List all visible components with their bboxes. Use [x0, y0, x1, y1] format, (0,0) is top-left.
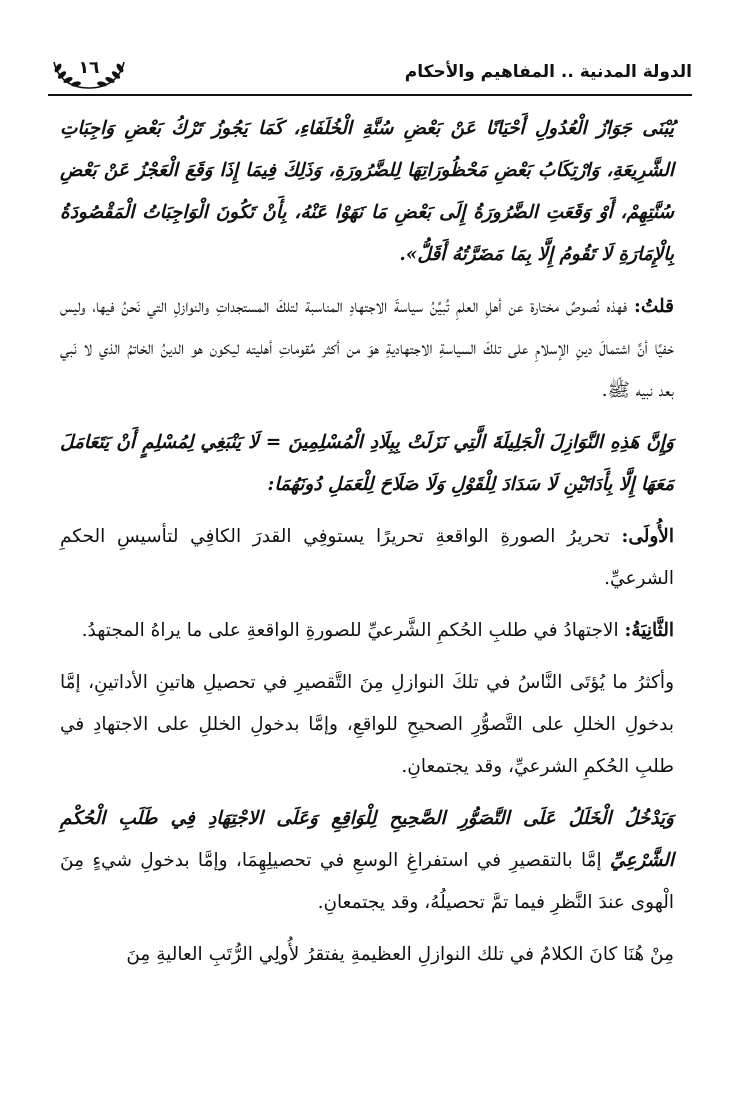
paragraph-defect [60, 798, 674, 924]
running-title: الدولة المدنية .. المفاهيم والأحكام [404, 62, 692, 82]
point-first [60, 516, 674, 600]
paragraph-closing: مِنْ هُنَا كانَ الكلامُ في تلك النوازلِ العظيمةِ يفتقرُ لأُولِي الرُّتَبِ العاليةِ مِنَ [126, 944, 674, 965]
page-header [48, 50, 692, 94]
page-body [60, 108, 674, 986]
point-second-label: الثَّانِيَةُ: [624, 620, 674, 641]
quoted-paragraph: يُبْنَى جَوَازُ الْعُدُولِ أَحْيَانًا عَنْ بَعْضِ سُنَّةِ الْخُلَفَاءِ، كَمَا يَجُوزُ تَرْكُ بَعْضِ وَاجِبَاتِ الشَّرِيعَةِ، وَارْتِكَابُ بَعْضِ مَحْظُورَاتِهَا لِلضَّرُورَةِ، وَذَلِكَ فِيمَا إِذَا وَقَعَ الْعَجْزُ عَنْ بَعْضِ سُنَّتِهِمْ، أَوْ وَقَعَتِ الضَّرُورَةُ إِلَى بَعْضِ مَا نَهَوْا عَنْهُ، بِأَنْ تَكُونَ الْوَاجِبَاتُ الْمَقْصُودَةُ بِالْإِمَارَةِ لَا تَقُومُ إِلَّا بِمَا مَضَرَّتُهُ أَقَلُّ». [60, 118, 674, 265]
page-number-badge [48, 52, 130, 92]
paragraph-defect-text: إمَّا بالتقصيرِ في استفراغِ الوسعِ في تحصيلِهِمَا، وإمَّا بدخولِ شيءٍ مِنَ الْهوى عندَ النَّظرِ فيما تمَّ تحصيلُهُ، وقد يجتمعانِ. [60, 850, 674, 913]
paragraph-shortcomings: وأكثرُ ما يُؤتَى النَّاسُ في تلكَ النوازلِ مِنَ التَّقصيرِ في تحصيلِ هاتينِ الأداتينِ، إمَّا بدخولِ الخللِ على التَّصوُّرِ الصحيحِ للواقعِ، وإمَّا بدخولِ الخللِ على الاجتهادِ في طلبِ الحُكمِ الشرعيِّ، وقد يجتمعانِ. [60, 672, 674, 777]
paragraph-lead: قلتُ: [634, 296, 674, 317]
header-divider [48, 94, 692, 96]
emphasized-paragraph: وَإِنَّ هَذِهِ النَّوَازِلَ الْجَلِيلَةَ الَّتِي نَزَلَتْ بِبِلَادِ الْمُسْلِمِينَ = لَا يَنْبَغِي لِمُسْلِمٍ أَنْ يَتَعَامَلَ مَعَهَا إِلَّا بِأَدَاتَيْنِ لَا سَدَادَ لِلْقَوْلِ وَلَا صَلَاحَ لِلْعَمَلِ دُونَهُمَا: [60, 432, 674, 495]
point-second-text: الاجتهادُ في طلبِ الحُكمِ الشَّرعيِّ للصورةِ الواقعةِ على ما يراهُ المجتهدُ. [81, 620, 625, 641]
paragraph-defect-lead: وَيَدْخُلُ الْخَلَلُ عَلَى التَّصَوُّرِ الصَّحِيحِ لِلْوَاقِعِ وَعَلَى الاجْتِهَادِ فِي طَلَبِ الْحُكْمِ الشَّرْعِيِّ [60, 808, 674, 871]
point-first-label: الأُولَى: [621, 526, 674, 547]
point-second [60, 610, 674, 652]
paragraph-text: فهذه نُصوصٌ مختارة عن أهلِ العلمِ تُبيِّنُ سياسةَ الاجتهادِ المناسبة لتلكَ المستجداتِ والنوازلِ التي نَحنُ فيها، وليس خفيًا أنَّ اشتمالَ دينِ الإسلامِ على تلكَ السياسةِ الاجتهاديةِ هوَ من أكثر مُقوماتِ أهليته ليكون هو الدينُ الخاتمُ الذي لا نَبي بعد نبيه ﷺ. [60, 296, 674, 401]
page-number: ١٦ [78, 58, 100, 78]
paragraph-qultu [60, 286, 674, 412]
point-first-text: تحريرُ الصورةِ الواقعةِ تحريرًا يستوفِي القدرَ الكافِي لتأسيسِ الحكمِ الشرعيِّ. [60, 526, 674, 589]
